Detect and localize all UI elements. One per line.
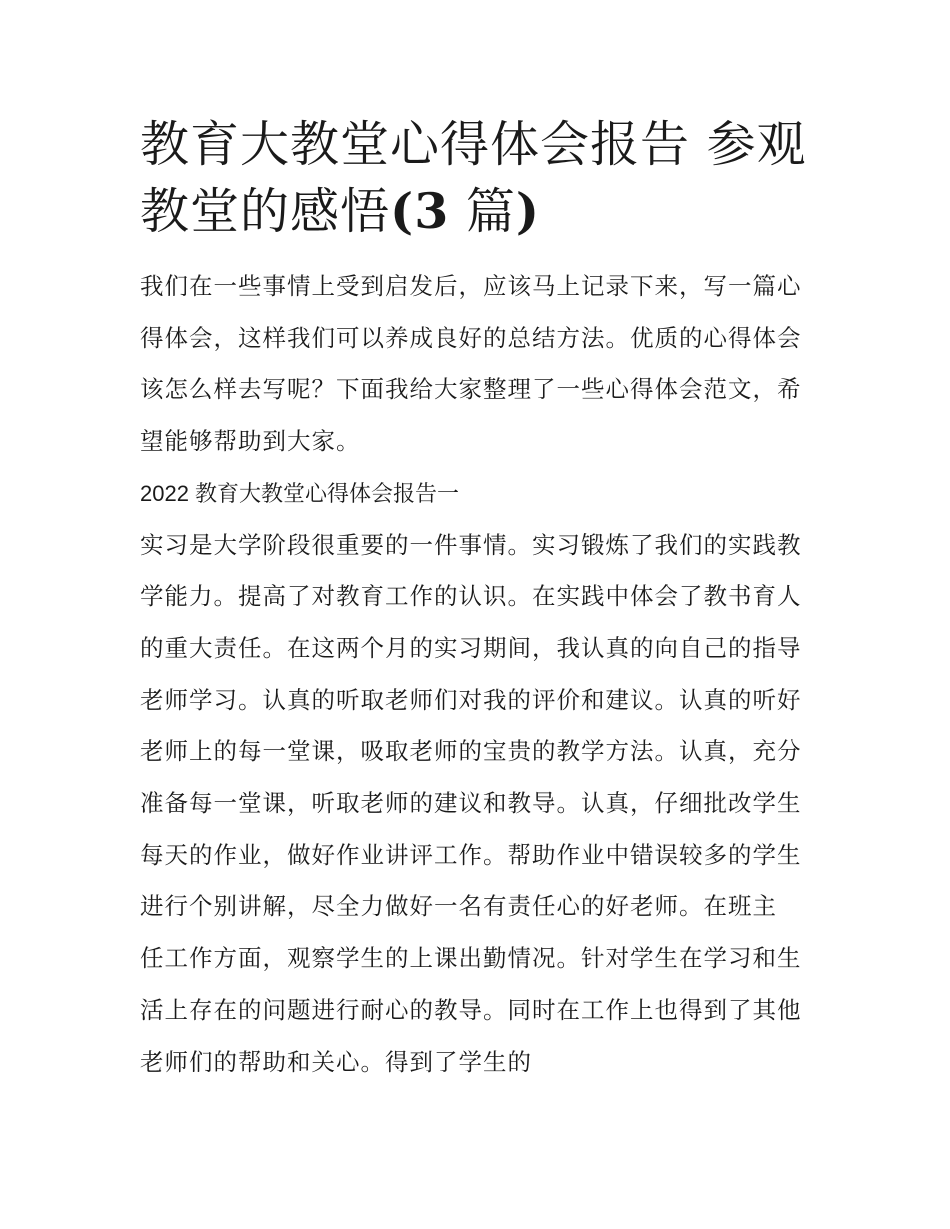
body-line: 老师学习。认真的听取老师们对我的评价和建议。认真的听好: [140, 685, 802, 714]
document-title-line-2: [140, 178, 820, 245]
intro-line: 我们在一些事情上受到启发后，应该马上记录下来，写一篇心: [140, 272, 802, 300]
title-count-open: (3: [390, 182, 450, 240]
document-title-line-1: 教育大教堂心得体会报告 参观: [140, 116, 807, 173]
intro-paragraph: [140, 261, 820, 468]
title-text: 教堂的感悟: [140, 183, 391, 240]
intro-line: 得体会，这样我们可以养成良好的总结方法。优质的心得体会: [140, 323, 802, 352]
body-line: 任工作方面，观察学生的上课出勤情况。针对学生在学习和生: [140, 944, 802, 973]
body-line: 的重大责任。在这两个月的实习期间，我认真的向自己的指导: [140, 633, 802, 662]
title-count-unit: 篇: [449, 183, 516, 240]
body-line: 学能力。提高了对教育工作的认识。在实践中体会了教书育人: [140, 582, 802, 611]
section-heading: 2022 教育大教堂心得体会报告一: [140, 480, 460, 506]
title-count-close: ): [515, 182, 541, 240]
body-line: 活上存在的问题进行耐心的教导。同时在工作上也得到了其他: [140, 995, 802, 1024]
body-paragraph: [140, 520, 820, 1089]
body-line: 老师们的帮助和关心。得到了学生的: [140, 1047, 532, 1076]
intro-line: 望能够帮助到大家。: [140, 427, 361, 456]
body-line: 进行个别讲解，尽全力做好一名有责任心的好老师。在班主: [140, 892, 777, 921]
document-page: [140, 112, 820, 1088]
body-line: 准备每一堂课，听取老师的建议和教导。认真，仔细批改学生: [140, 789, 802, 818]
body-line: 实习是大学阶段很重要的一件事情。实习锻炼了我们的实践教: [140, 530, 802, 559]
body-line: 老师上的每一堂课，吸取老师的宝贵的教学方法。认真，充分: [140, 737, 802, 766]
intro-line: 该怎么样去写呢？下面我给大家整理了一些心得体会范文，希: [140, 375, 802, 404]
body-line: 每天的作业，做好作业讲评工作。帮助作业中错误较多的学生: [140, 840, 802, 869]
